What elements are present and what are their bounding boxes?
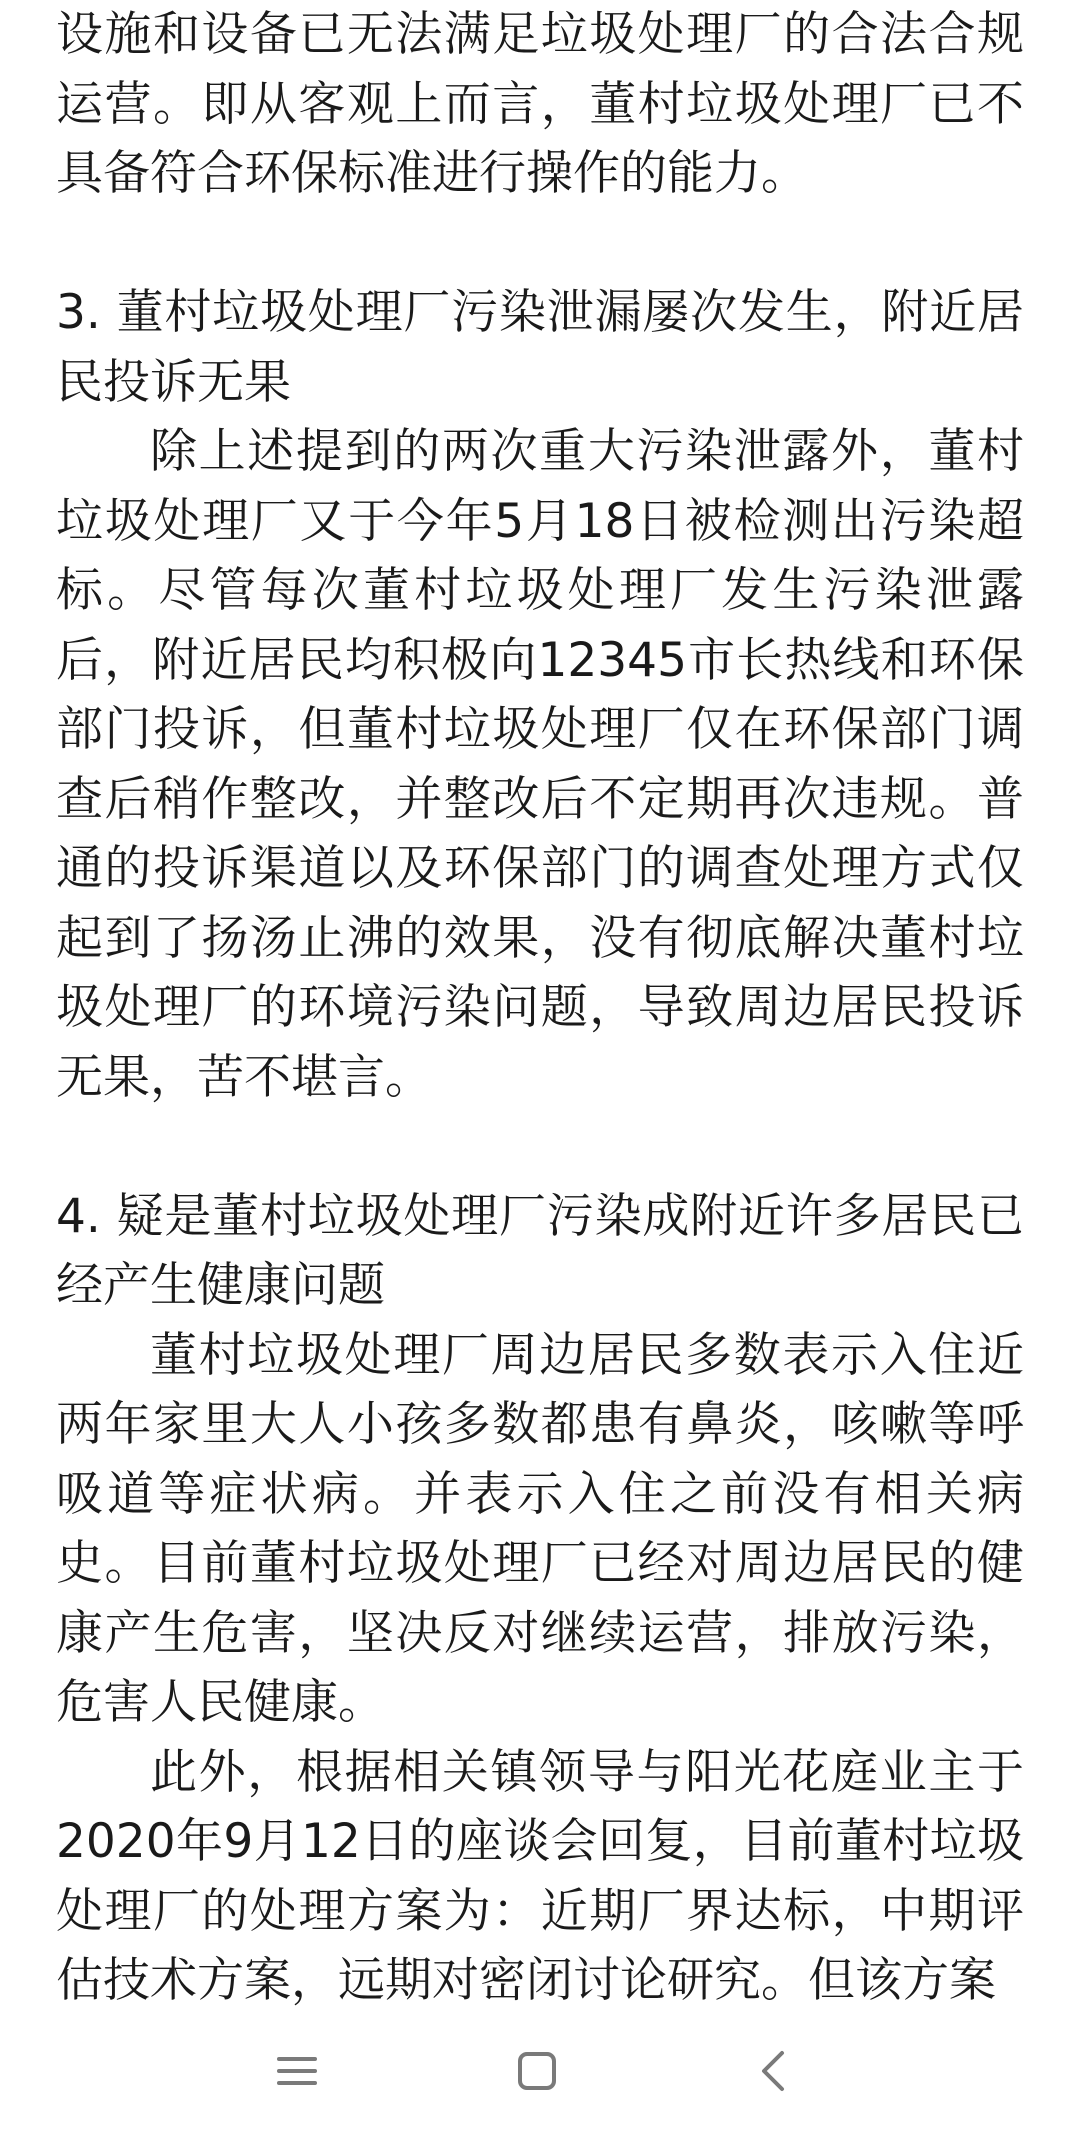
document-body	[56, 0, 1024, 2016]
section-heading-3: 3. 董村垃圾处理厂污染泄漏屡次发生，附近居民投诉无果	[56, 285, 1024, 410]
paragraph-section-4-cont: 此外，根据相关镇领导与阳光花庭业主于2020年9月12日的座谈会回复，目前董村垃圾处理厂的处理方案为：近期厂界达标，中期评估技术方案，远期对密闭讨论研究。但该方案	[56, 1744, 1024, 2008]
paragraph-gap	[56, 209, 1024, 279]
system-navigation-bar	[0, 2010, 1080, 2131]
back-chevron-icon	[758, 2049, 788, 2093]
paragraph-section-4: 董村垃圾处理厂周边居民多数表示入住近两年家里大人小孩多数都患有鼻炎，咳嗽等呼吸道等症状病。并表示入住之前没有相关病史。目前董村垃圾处理厂已经对周边居民的健康产生危害，坚决反对继续运营，排放污染，危害人民健康。	[56, 1327, 1024, 1730]
paragraph-intro: 设施和设备已无法满足垃圾处理厂的合法合规运营。即从客观上而言，董村垃圾处理厂已不具备符合环保标准进行操作的能力。	[56, 7, 1024, 201]
paragraph-gap	[56, 1112, 1024, 1182]
paragraph-section-3: 除上述提到的两次重大污染泄露外，董村垃圾处理厂又于今年5月18日被检测出污染超标。尽管每次董村垃圾处理厂发生污染泄露后，附近居民均积极向12345市长热线和环保部门投诉，但董村垃圾处理厂仅在环保部门调查后稍作整改，并整改后不定期再次违规。普通的投诉渠道以及环保部门的调查处理方式仅起到了扬汤止沸的效果，没有彻底解决董村垃圾处理厂的环境污染问题，导致周边居民投诉无果，苦不堪言。	[56, 424, 1024, 1105]
menu-button[interactable]	[262, 2036, 332, 2106]
home-button[interactable]	[502, 2036, 572, 2106]
menu-icon	[277, 2055, 317, 2087]
home-square-icon	[517, 2051, 557, 2091]
back-button[interactable]	[738, 2036, 808, 2106]
section-heading-4: 4. 疑是董村垃圾处理厂污染成附近许多居民已经产生健康问题	[56, 1188, 1024, 1313]
